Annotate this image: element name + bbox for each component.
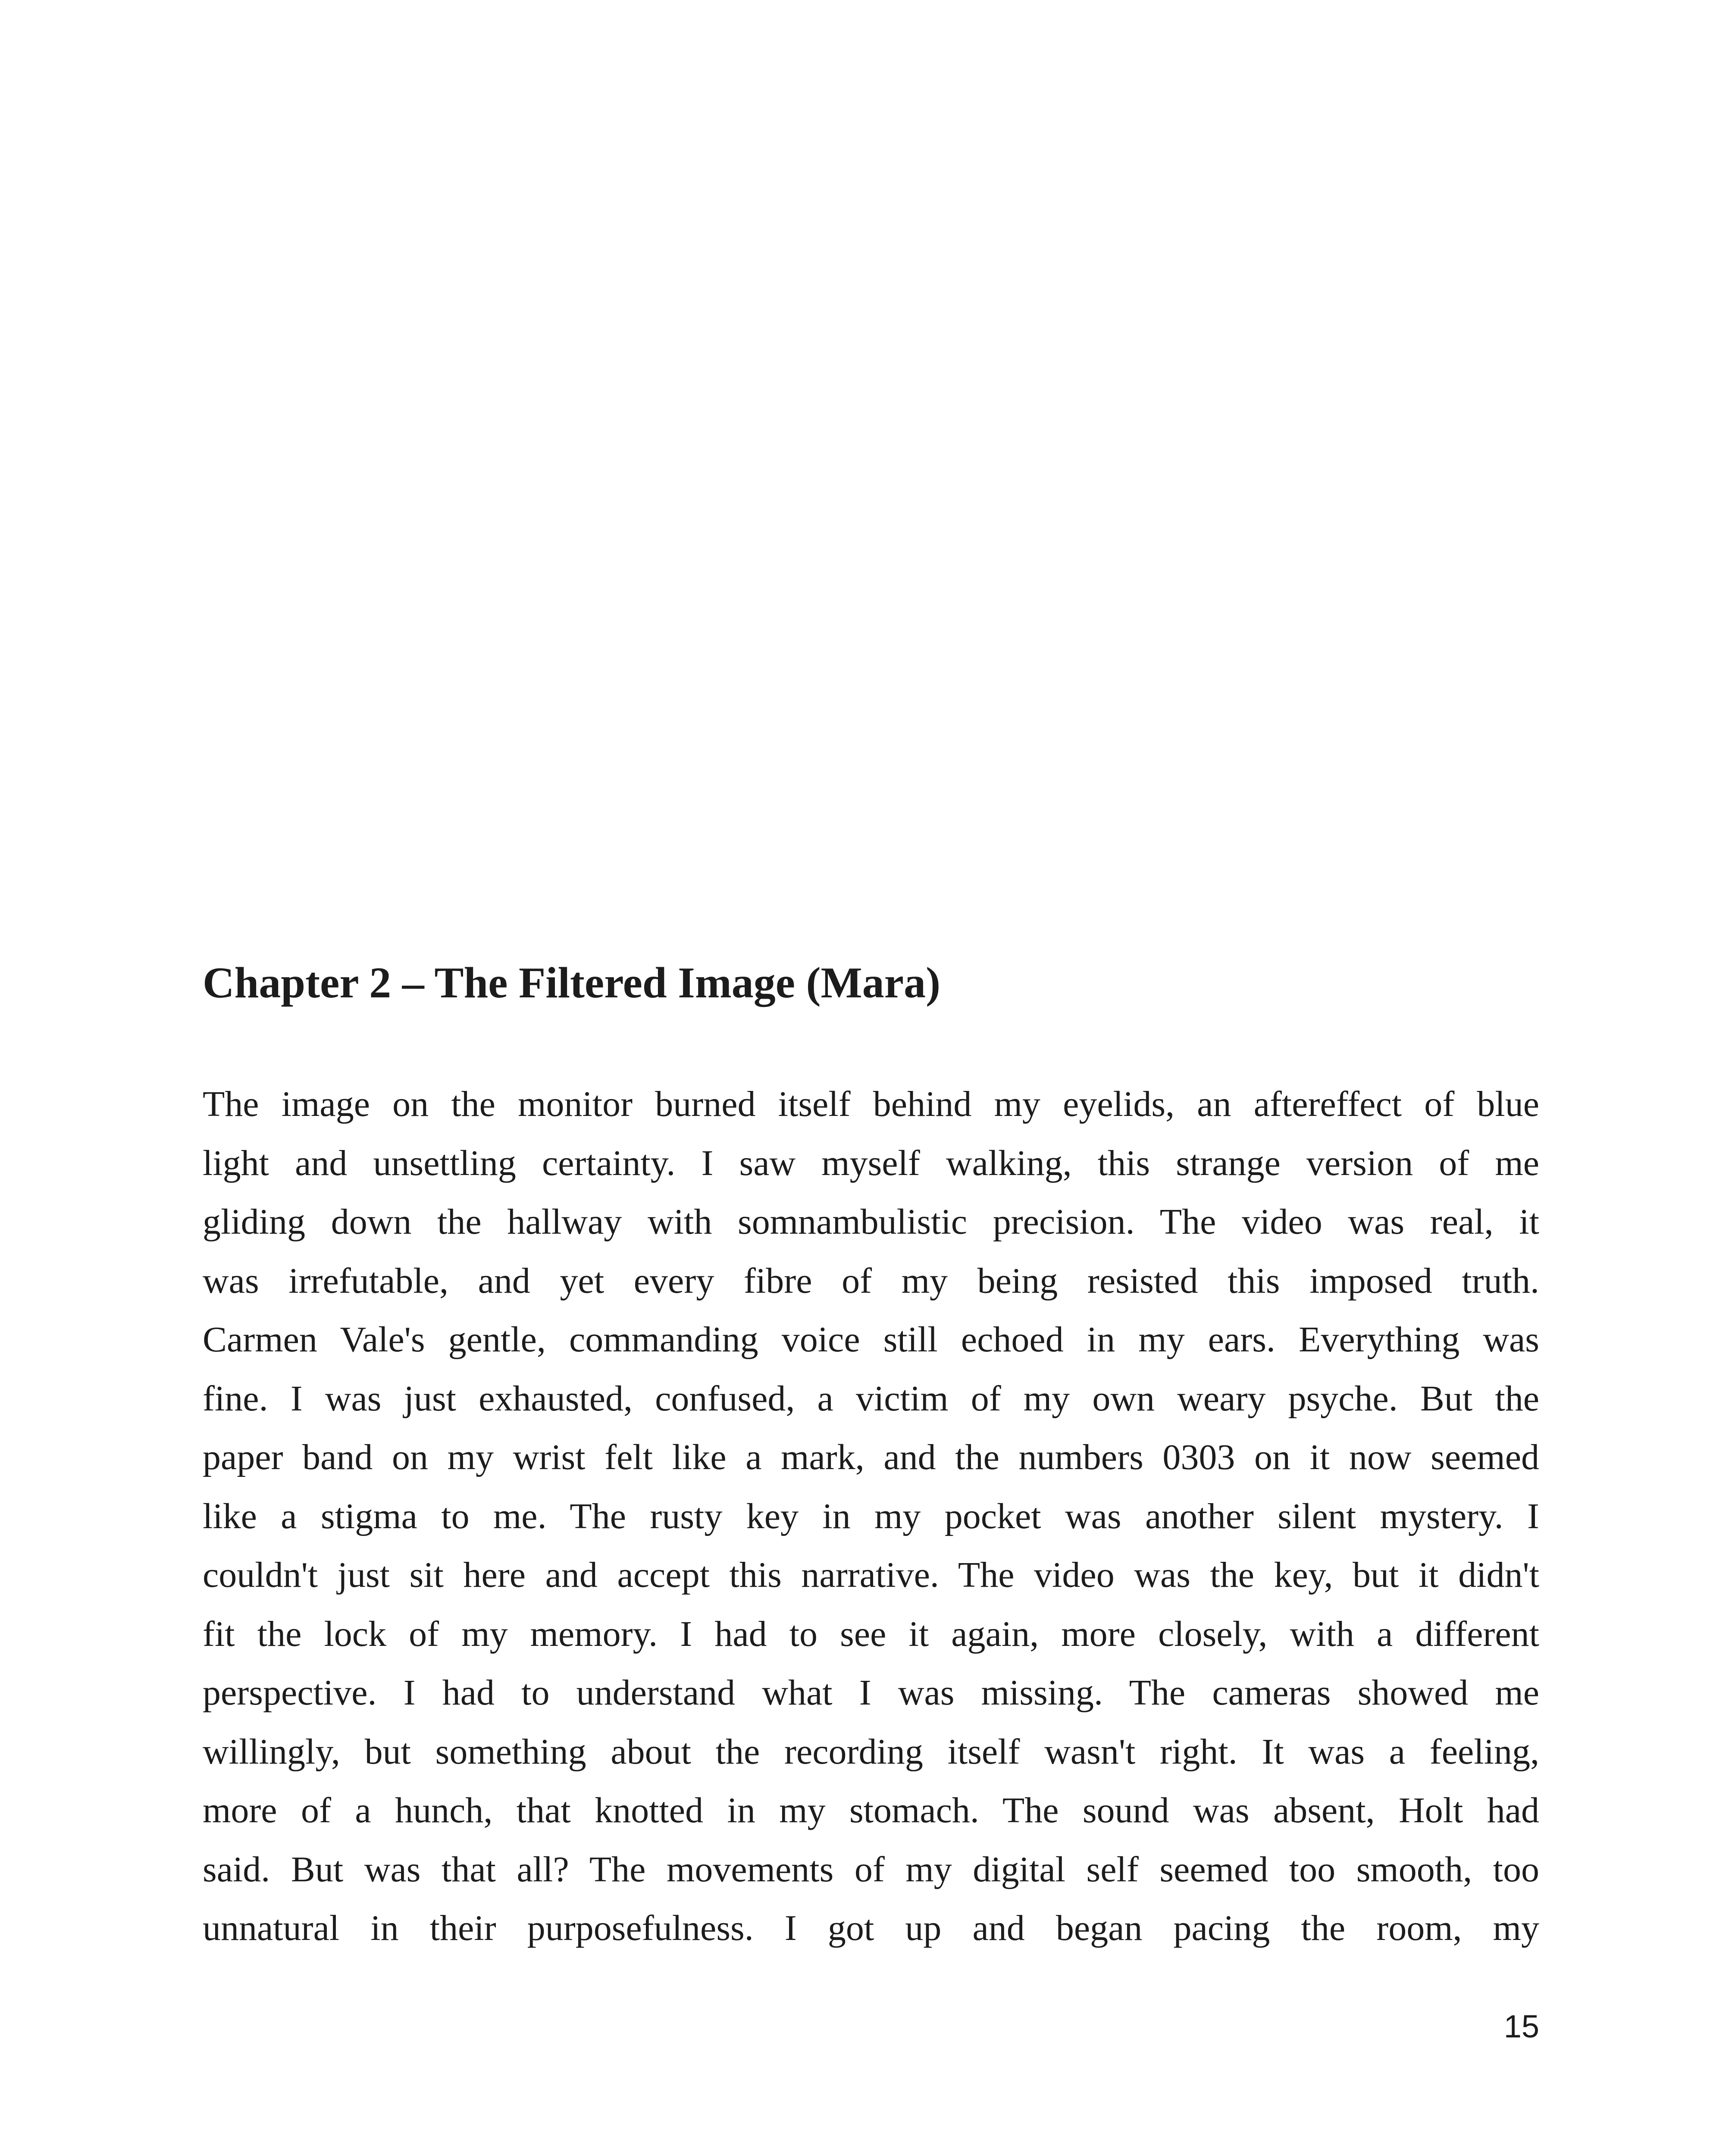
text-line: said. But was that all? The movements of my digital self seemed too smooth, too	[203, 1849, 1539, 1890]
text-line: light and unsettling certainty. I saw myself walking, this strange version of me	[203, 1143, 1539, 1183]
text-line: couldn't just sit here and accept this narrative. The video was the key, but it didn't	[203, 1555, 1539, 1595]
text-line: more of a hunch, that knotted in my stomach. The sound was absent, Holt had	[203, 1790, 1539, 1830]
text-line: fine. I was just exhausted, confused, a victim of my own weary psyche. But the	[203, 1378, 1539, 1419]
text-line: perspective. I had to understand what I was missing. The cameras showed me	[203, 1673, 1539, 1713]
text-line: The image on the monitor burned itself behind my eyelids, an aftereffect of blue	[203, 1084, 1539, 1124]
text-line: gliding down the hallway with somnambulistic precision. The video was real, it	[203, 1202, 1539, 1242]
chapter-title: Chapter 2 – The Filtered Image (Mara)	[203, 959, 941, 1007]
text-line: Carmen Vale's gentle, commanding voice still echoed in my ears. Everything was	[203, 1319, 1539, 1360]
text-line: like a stigma to me. The rusty key in my pocket was another silent mystery. I	[203, 1496, 1539, 1536]
text-line: unnatural in their purposefulness. I got up and began pacing the room, my	[203, 1908, 1539, 1948]
text-line: paper band on my wrist felt like a mark, and the numbers 0303 on it now seemed	[203, 1437, 1539, 1477]
page-number: 15	[1503, 2009, 1539, 2044]
body-paragraph	[203, 1075, 1539, 1958]
text-line: was irrefutable, and yet every fibre of my being resisted this imposed truth.	[203, 1260, 1539, 1301]
text-line: willingly, but something about the recording itself wasn't right. It was a feeling,	[203, 1731, 1539, 1772]
text-line: fit the lock of my memory. I had to see it again, more closely, with a different	[203, 1614, 1539, 1654]
